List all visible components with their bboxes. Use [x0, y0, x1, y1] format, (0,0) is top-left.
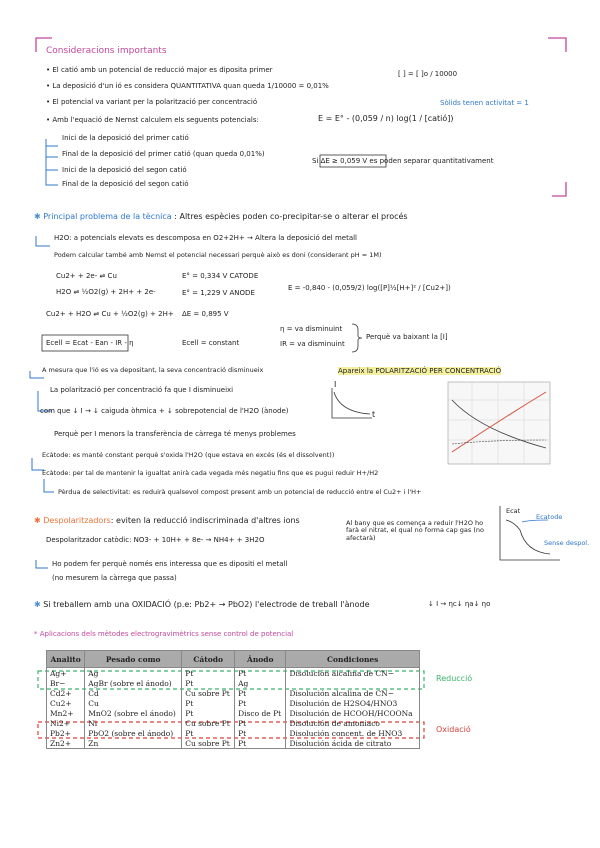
potential-3: Inici de la deposició del segon catió — [62, 166, 187, 174]
depol-cathodic: Despolaritzador catòdic: NO3- + 10H+ + 8e- → NH4+ + 3H2O — [46, 536, 265, 544]
nernst-calc: E = -0,840 - (0,059/2) log([P]½[H+]² / [Cu2+]) — [288, 284, 451, 292]
col-header: Ánodo — [235, 651, 286, 668]
reaction-1: Cu2+ + 2e- ⇌ Cu — [56, 272, 117, 280]
ecell-formula: Ecell = Ecat - Ean - IR - η — [46, 339, 134, 347]
section-title: Consideracions importants — [46, 46, 167, 56]
apareix-line: Apareix la POLARITZACIÓ PER CONCENTRACIÓ — [338, 367, 502, 375]
graph-axis-t: t — [372, 410, 376, 419]
catode-line-1: Ecàtode: es manté constant perquè s'oxida l'H2O (que estava en excés (és el dissolvent)) — [42, 451, 335, 459]
graph-ecatode-label: Ecatode — [536, 513, 563, 521]
e-value-1: E° = 0,334 V CATODE — [182, 272, 259, 280]
consideration-4: • Amb l'equació de Nernst calculem els seguents potencials: — [46, 116, 259, 124]
table-row: Zn2+ Zn Cu sobre Pt Pt Disolución ácida de citrato — [47, 738, 420, 749]
polarization-4: Perquè per I menors la transferència de càrrega té menys problemes — [54, 430, 296, 438]
table-row: Pb2+ PbO2 (sobre el ánodo) Pt Pt Disolución concent. de HNO3 — [47, 728, 420, 738]
table-row: Cu2+ Cu Pt Pt Disolución de H2SO4/HNO3 — [47, 698, 420, 708]
table-row: Ag+ Ag Pt Pt Disolución alcalina de CN− — [47, 668, 420, 679]
e-value-2: E° = 1,229 V ANODE — [182, 289, 255, 297]
col-header: Analito — [47, 651, 85, 668]
graph-potential-plot — [448, 382, 550, 464]
applications-table — [46, 650, 420, 749]
potential-4: Final de la deposició del segon catió — [62, 180, 189, 188]
ecell-constant: Ecell = constant — [182, 339, 240, 347]
e-value-3: ΔE = 0,895 V — [182, 310, 229, 318]
label-reduccio: Reducció — [436, 674, 473, 683]
potential-2: Final de la deposició del primer catió (quan queda 0,01%) — [62, 150, 265, 158]
h2o-line: H2O: a potencials elevats es descomposa en O2+2H+ → Altera la deposició del metall — [54, 234, 358, 242]
brace-note: Perquè va baixant la [I] — [366, 333, 448, 341]
table-row: Cd2+ Cd Cu sobre Pt Pt Disolución alcalina de CN− — [47, 688, 420, 698]
depol-note: Al bany que es comença a reduir l'H2O ho farà el nitrat, el qual no forma cap gas (no afectarà) — [346, 519, 484, 542]
table-row: Ni2+ Ni Cu sobre Pt Pt Disolución de amoniaco — [47, 718, 420, 728]
calc-line: Podem calcular també amb Nernst el potencial necessari perquè això es doni (considerant pH = 1M) — [54, 251, 382, 259]
graph-ecat-label: Ecat — [506, 507, 521, 515]
oxidation-arrow: ↓ I → ηc↓ ηa↓ ηo — [428, 600, 491, 608]
polarization-3: com que ↓ I → ↓ caiguda òhmica + ↓ sobrepotencial de l'H2O (ànode) — [40, 407, 289, 415]
reaction-2: H2O ⇌ ½O2(g) + 2H+ + 2e- — [56, 288, 156, 296]
frame-corner-top-right — [548, 38, 566, 52]
depol-heading: ✱ Despolaritzadors: eviten la reducció indiscriminada d'altres ions — [34, 516, 300, 525]
conc-formula: [ ] = [ ]o / 10000 — [398, 70, 458, 78]
col-header: Cátodo — [182, 651, 235, 668]
separation-note: Si ΔE ≥ 0,059 V es poden separar quantitativament — [312, 157, 494, 165]
consideration-1: • El catió amb un potencial de reducció major es diposita primer — [46, 66, 273, 74]
nernst-formula: E = E° - (0,059 / n) log(1 / [catió]) — [318, 114, 454, 123]
graph-sense-label: Sense despol. — [544, 539, 590, 547]
depol-note-3: (no mesurem la càrrega que passa) — [52, 574, 177, 582]
table-heading: * Aplicacions dels mètodes electrogravimètrics sense control de potencial — [34, 630, 294, 638]
graph-current-decay — [332, 388, 372, 418]
polarization-1: A mesura que l'ió es va depositant, la seva concentració disminueix — [42, 366, 264, 374]
consideration-3: • El potencial va variant per la polarització per concentració — [46, 98, 258, 106]
reaction-3: Cu2+ + H2O ⇌ Cu + ½O2(g) + 2H+ — [46, 310, 174, 318]
oxidation-line: ✱ Si treballem amb una OXIDACIÓ (p.e: Pb2+ → PbO2) l'electrode de treball l'ànode — [34, 600, 370, 609]
frame-corner-bottom-right — [552, 182, 566, 196]
polarization-2: La polarització per concentració fa que I disminueixi — [50, 386, 234, 394]
selectivity-line: Pèrdua de selectivitat: es reduirà qualsevol compost present amb un potencial de reducció entre el Cu2+ i l'H+ — [58, 488, 422, 496]
col-header: Condiciones — [286, 651, 420, 668]
catode-line-2: Ecàtode: per tal de mantenir la igualtat anirà cada vegada més negatiu fins que es pugui reduir H+/H2 — [42, 469, 379, 477]
depol-note-2: Ho podem fer perquè només ens interessa que es dipositi el metall — [52, 560, 288, 568]
nernst-note: Sòlids tenen activitat = 1 — [440, 99, 529, 107]
table-row: Br− AgBr (sobre el ánodo) Pt Ag — [47, 678, 420, 688]
table-row: Mn2+ MnO2 (sobre el ánodo) Pt Disco de Pt Disolución de HCOOH/HCOONa — [47, 708, 420, 718]
eta-line: η = va disminuint — [280, 325, 343, 333]
consideration-2: • La deposició d'un ió es considera QUANTITATIVA quan queda 1/10000 = 0,01% — [46, 82, 329, 90]
potential-1: Inici de la deposició del primer catió — [62, 134, 189, 142]
problem-heading: ✱ Principal problema de la tècnica : Altres espècies poden co-precipitar-se o alterar el procés — [34, 212, 408, 221]
graph-axis-i: I — [334, 380, 337, 389]
ir-line: IR = va disminuint — [280, 340, 345, 348]
col-header: Pesado como — [85, 651, 182, 668]
label-oxidacio: Oxidació — [436, 725, 471, 734]
